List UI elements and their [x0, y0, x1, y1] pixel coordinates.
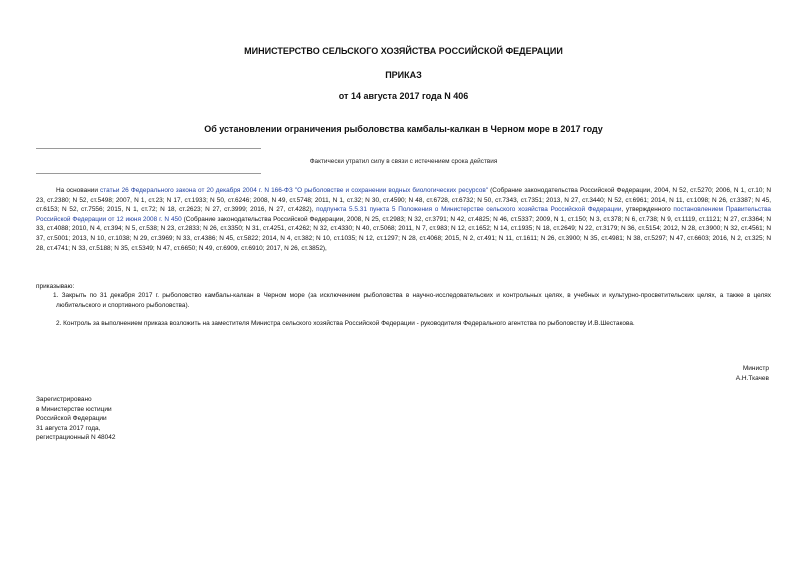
- order-item-2: 2. Контроль за выполнением приказа возложить на заместителя Министра сельского хозяйства Российской Федерации - руководителя Федерального агентства по рыболовству И.В.Шестакова.: [56, 320, 635, 327]
- order-word: приказываю:: [36, 283, 75, 290]
- registration-block: [36, 395, 116, 443]
- signature-role: Министр: [742, 365, 769, 372]
- government-resolution-link[interactable]: постановлением Правительства Российской Федерации от 12 июня 2008 г. N 450: [36, 206, 772, 223]
- date-number-heading: от 14 августа 2017 года N 406: [338, 91, 469, 101]
- doc-type-heading: ПРИКАЗ: [385, 70, 422, 80]
- registration-line: в Министерстве юстиции: [36, 405, 112, 413]
- registration-line: Зарегистрировано: [36, 396, 92, 403]
- signature-name: А.Н.Ткачев: [735, 375, 769, 382]
- preamble-citation-1: (Собрание законодательства Российской Федерации, 2004, N 52, ст.5270; 2006, N 1, ст.10; N 23, ст.2380; N 52, ст.5498; 2007, N 1, ст.23; N 17, ст.1933; N 50, ст.6246; 2008, N 49, ст.5748; 2011, N 1, ст.32; N 30, ст.4590; N 48, ст.6728, ст.6732; N 50, ст.7343, ст.7351; 2013, N 27, ст.3440; N 52, ст.6961; 2014, N 11, ст.1098; N 26, ст.3387; N 45, ст.6153; N 52, ст.7556; 2015, N 1, ст.72; N 18, ст.2623; N 27, ст.3999; 2016, N 27, ст.4282),: [36, 187, 772, 214]
- registration-line: 31 августа 2017 года,: [36, 424, 101, 432]
- preamble-paragraph: [36, 186, 771, 253]
- bottom-divider: [36, 173, 261, 174]
- document-title: Об установлении ограничения рыболовства камбалы-калкан в Черном море в 2017 году: [204, 124, 603, 134]
- preamble-lead: На основании: [56, 187, 101, 194]
- status-note: Фактически утратил силу в связи с истечением срока действия: [309, 158, 498, 165]
- federal-law-link[interactable]: статьи 26 Федерального закона от 20 декабря 2004 г. N 166-ФЗ "О рыболовстве и сохранении водных биологических ресурсов": [100, 187, 489, 194]
- registration-line: Российской Федерации: [36, 415, 107, 423]
- top-divider: [36, 148, 261, 149]
- ministry-heading: МИНИСТЕРСТВО СЕЛЬСКОГО ХОЗЯЙСТВА РОССИЙСКОЙ ФЕДЕРАЦИИ: [244, 46, 563, 56]
- regulation-subclause-link[interactable]: подпункта 5.5.31 пункта 5 Положения о Министерстве сельского хозяйства Российской Федерации: [316, 206, 622, 214]
- order-item-1: 1. Закрыть по 31 декабря 2017 г. рыболовство камбалы-калкан в Черном море (за исключением рыболовства в научно-исследовательских и контрольных целях, в учебных и культурно-просветительских целях, а также в целях любительского и спортивного рыболовства).: [53, 292, 771, 309]
- preamble-citation-2: (Собрание законодательства Российской Федерации, 2008, N 25, ст.2983; N 32, ст.3791; N 42, ст.4825; N 46, ст.5337; 2009, N 1, ст.150; N 3, ст.378; N 6, ст.738; N 9, ст.1119, ст.1121; N 27, ст.3364; N 33, ст.4088; 2010, N 4, ст.394; N 5, ст.538; N 23, ст.2833; N 26, ст.3350; N 31, ст.4251, ст.4262; N 32, ст.4330; N 40, ст.5068; 2011, N 7, ст.983; N 12, ст.1652; N 14, ст.1935; N 18, ст.2649; N 22, ст.3179; N 36, ст.5154; 2012, N 28, ст.3900; N 32, ст.4561; N 37, ст.5001; 2013, N 10, ст.1038; N 29, ст.3969; N 33, ст.4386; N 45, ст.5822; 2014, N 4, ст.382; N 10, ст.1035; N 12, ст.1297; N 28, ст.4068; 2015, N 2, ст.491; N 11, ст.1611; N 26, ст.3900; N 35, ст.4981; N 38, ст.5297; N 47, ст.6603; 2016, N 2, ст.325; N 28, ст.4741; N 33, ст.5188; N 35, ст.5349; N 47, ст.6650; N 49, ст.6909, ст.6910; 2017, N 26, ст.3852),: [36, 215, 771, 252]
- registration-line: регистрационный N 48042: [36, 434, 116, 442]
- signature-block: [736, 364, 769, 384]
- preamble-approved-by: , утвержденного: [621, 206, 674, 214]
